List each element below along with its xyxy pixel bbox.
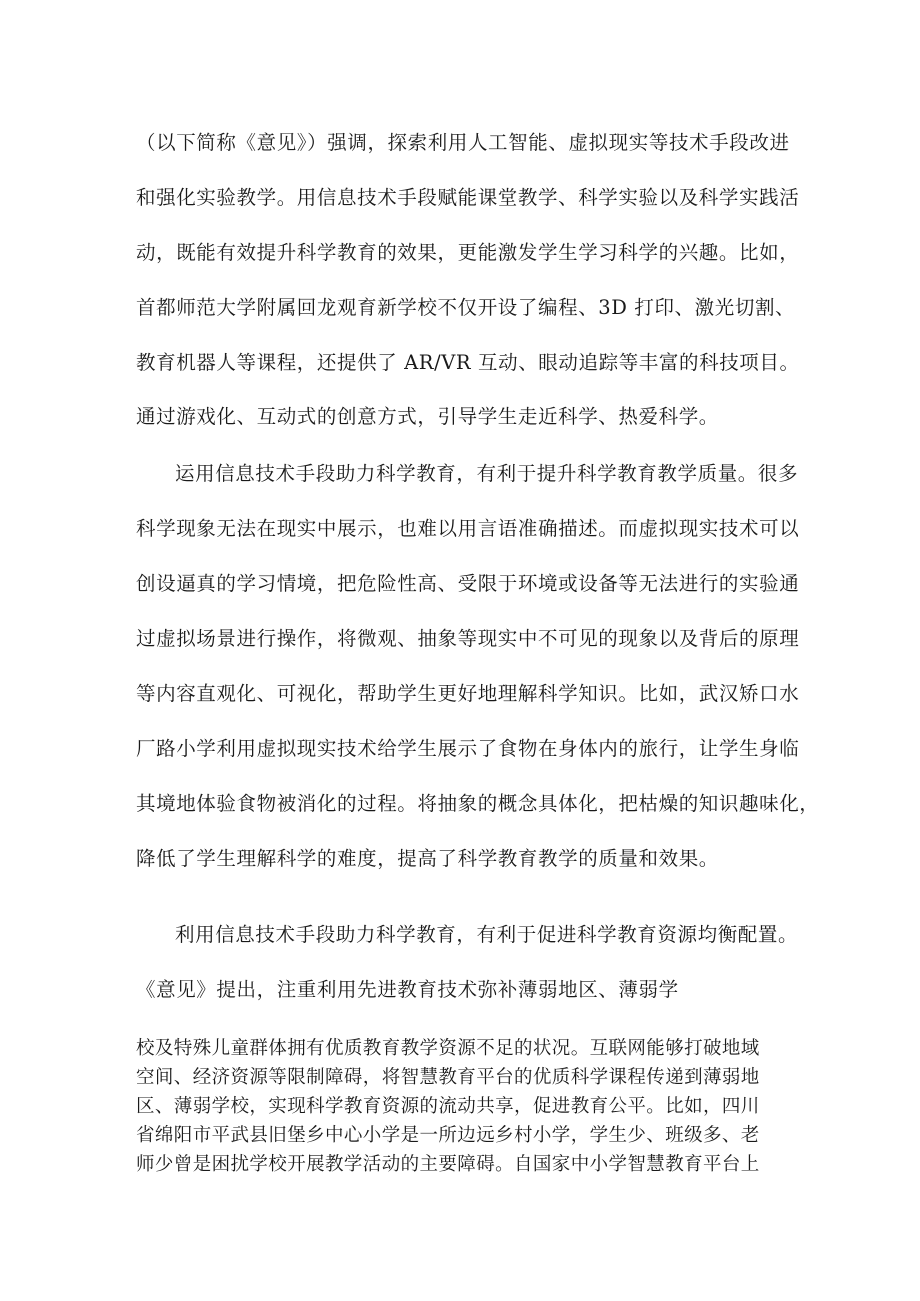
paragraph-4-line: 空间、经济资源等限制障碍，将智慧教育平台的优质科学课程传递到薄弱地 (136, 1067, 760, 1088)
paragraph-4-line: 省绵阳市平武县旧堡乡中心小学是一所边远乡村小学，学生少、班级多、老 (136, 1125, 760, 1146)
paragraph-1-line: （以下简称《意见》）强调，探索利用人工智能、虚拟现实等技术手段改进 (136, 131, 790, 154)
paragraph-2-line: 运用信息技术手段助力科学教育，有利于提升科学教育教学质量。很多 (175, 462, 799, 485)
paragraph-4-line: 区、薄弱学校，实现科学教育资源的流动共享，促进教育公平。比如，四川 (136, 1096, 760, 1117)
paragraph-3-line: 《意见》提出，注重利用先进教育技术弥补薄弱地区、薄弱学 (136, 978, 679, 1001)
paragraph-2-line: 创设逼真的学习情境，把危险性高、受限于环境或设备等无法进行的实验通 (136, 572, 800, 595)
paragraph-2-line: 降低了学生理解科学的难度，提高了科学教育教学的质量和效果。 (136, 847, 719, 870)
paragraph-1-line: 首都师范大学附属回龙观育新学校不仅开设了编程、3D 打印、激光切割、 (136, 296, 796, 319)
paragraph-2-line: 其境地体验食物被消化的过程。将抽象的概念具体化，把枯燥的知识趣味化， (136, 792, 820, 815)
paragraph-2-line: 厂路小学利用虚拟现实技术给学生展示了食物在身体内的旅行，让学生身临 (136, 737, 800, 760)
paragraph-3-line: 利用信息技术手段助力科学教育，有利于促进科学教育资源均衡配置。 (175, 923, 799, 946)
paragraph-1-line: 动，既能有效提升科学教育的效果，更能激发学生学习科学的兴趣。比如， (136, 241, 800, 264)
paragraph-4-line: 师少曾是困扰学校开展教学活动的主要障碍。自国家中小学智慧教育平台上 (136, 1154, 760, 1175)
paragraph-1-line: 通过游戏化、互动式的创意方式，引导学生走近科学、热爱科学。 (136, 405, 719, 428)
paragraph-4-line: 校及特殊儿童群体拥有优质教育教学资源不足的状况。互联网能够打破地域 (136, 1038, 760, 1059)
paragraph-2-line: 过虚拟场景进行操作，将微观、抽象等现实中不可见的现象以及背后的原理 (136, 627, 800, 650)
paragraph-1-line: 教育机器人等课程，还提供了 AR/VR 互动、眼动追踪等丰富的科技项目。 (136, 351, 800, 374)
paragraph-1-line: 和强化实验教学。用信息技术手段赋能课堂教学、科学实验以及科学实践活 (136, 186, 800, 209)
paragraph-2-line: 科学现象无法在现实中展示，也难以用言语准确描述。而虚拟现实技术可以 (136, 517, 800, 540)
paragraph-2-line: 等内容直观化、可视化，帮助学生更好地理解科学知识。比如，武汉矫口水 (136, 682, 800, 705)
